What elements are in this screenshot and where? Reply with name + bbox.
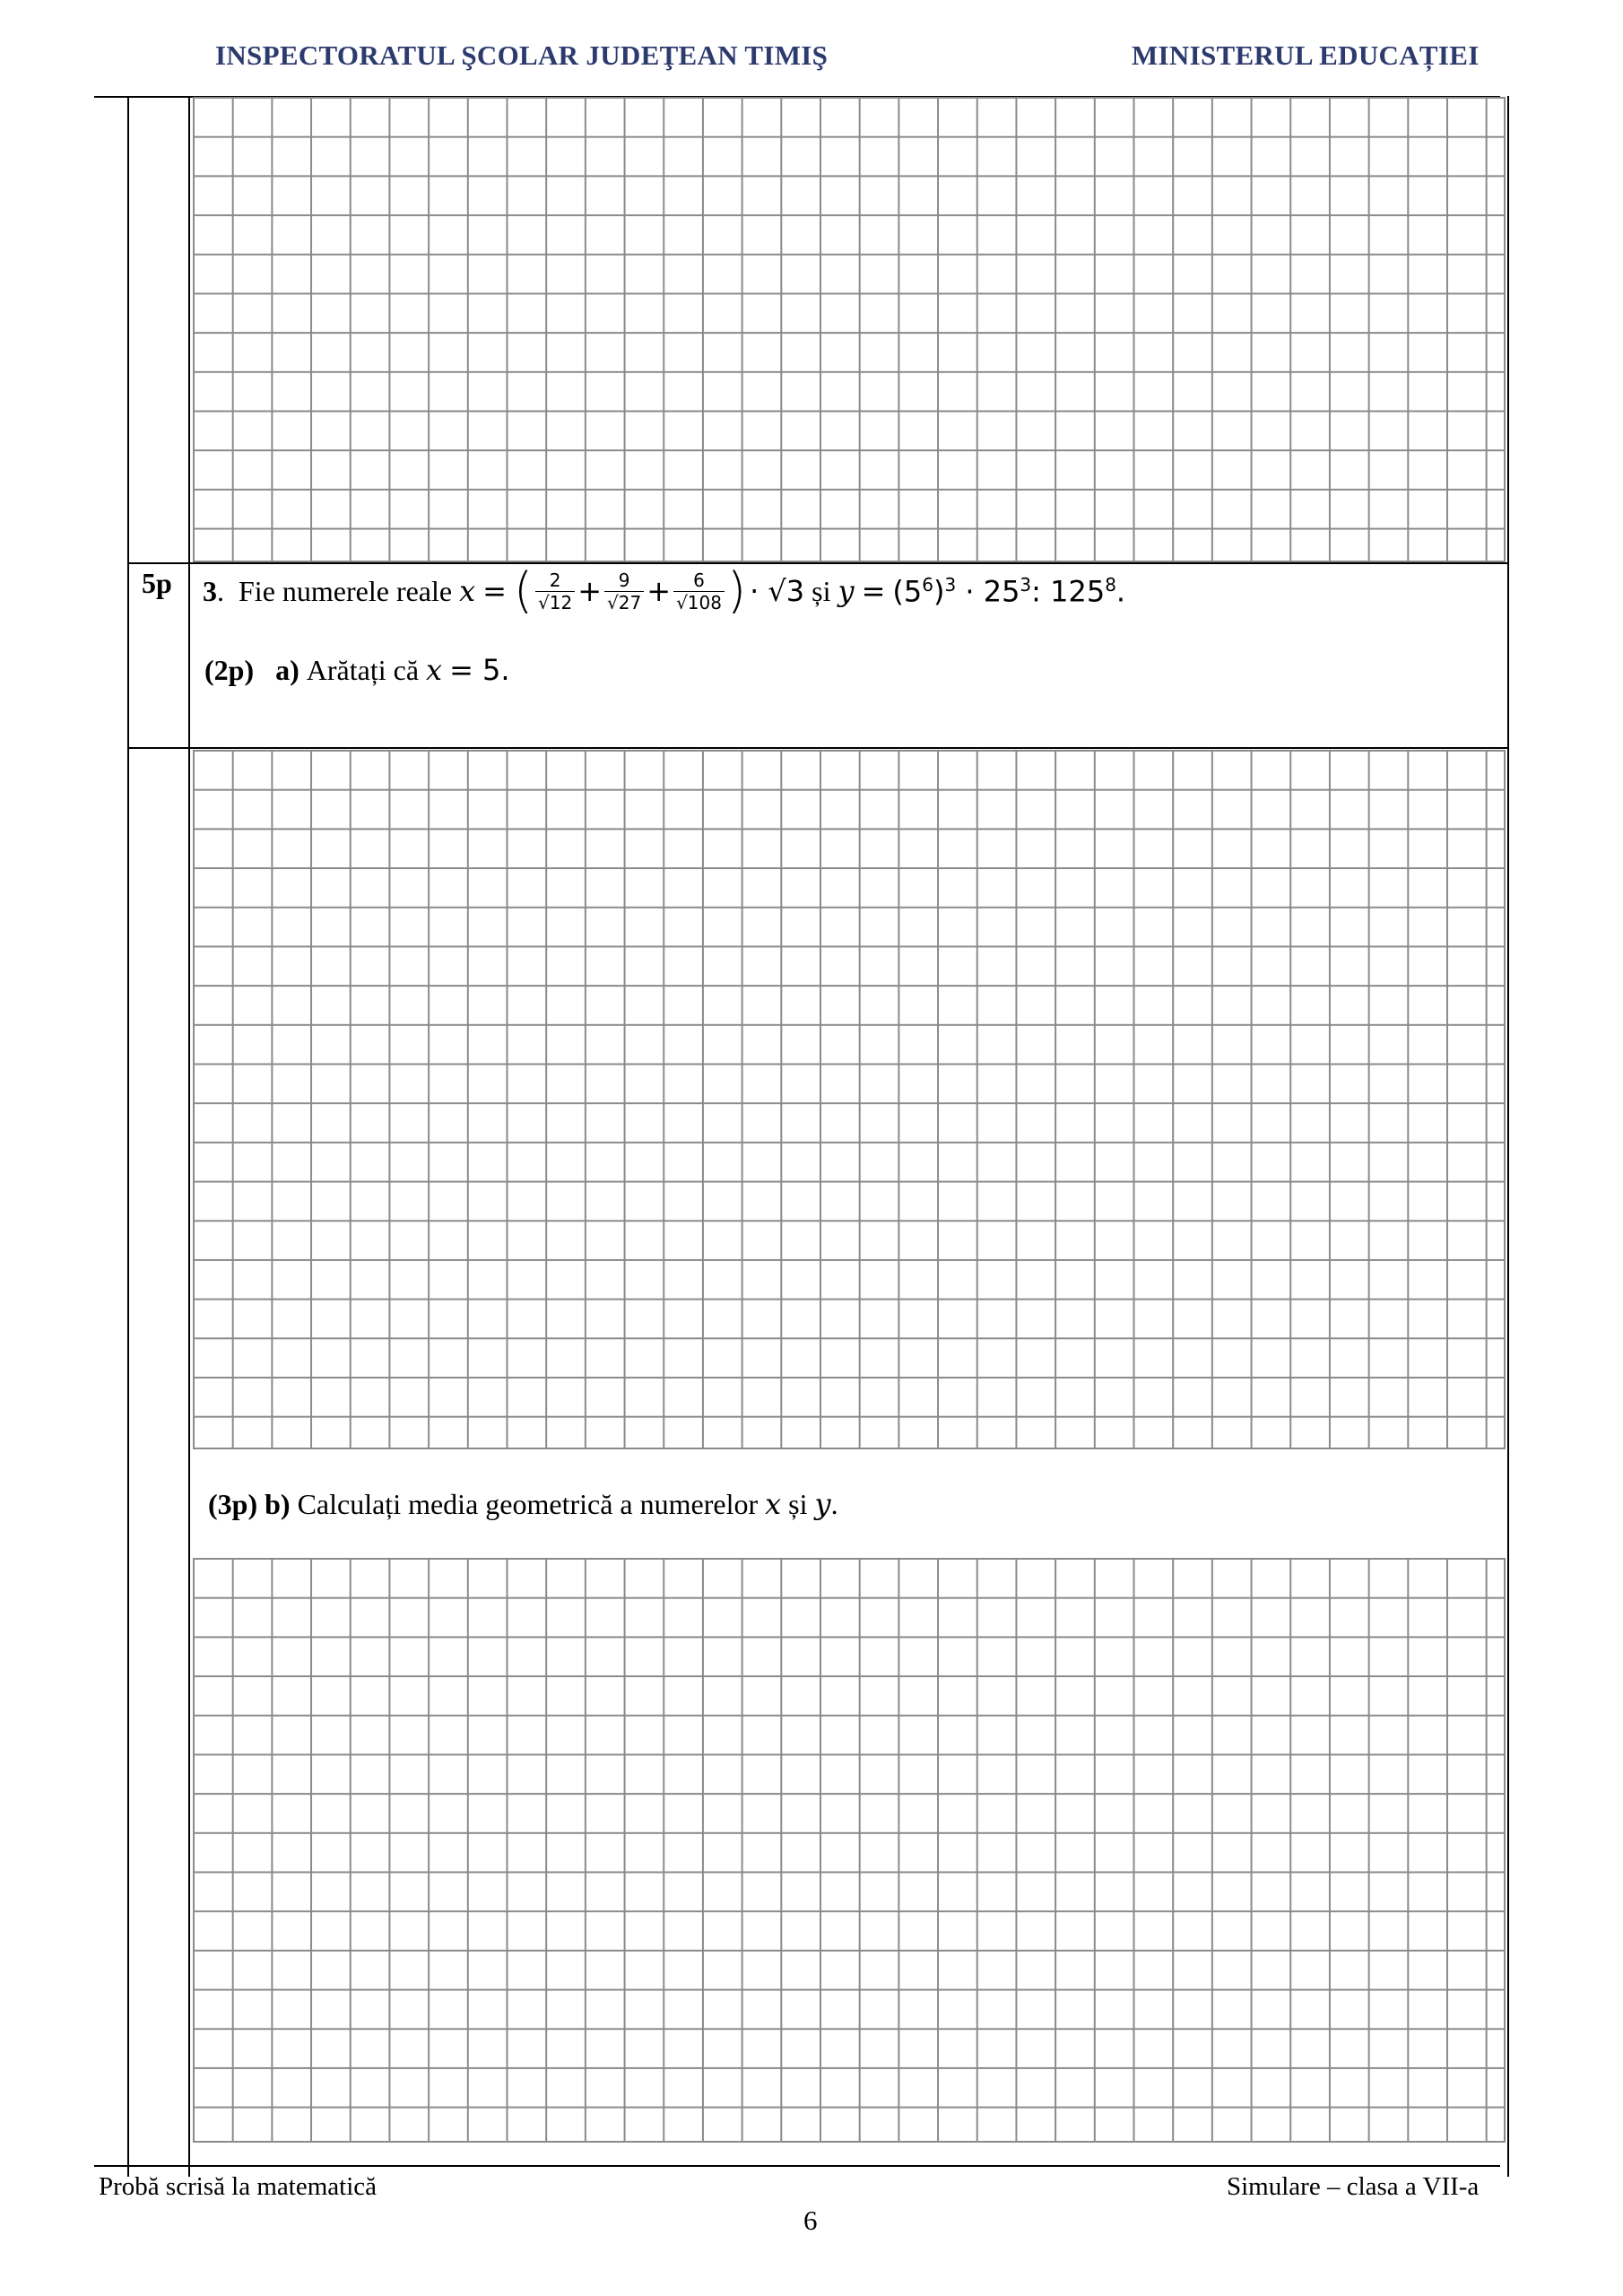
- part-a-text: Arătați că: [306, 654, 420, 686]
- y-expression: $(5^6)^3 \cdot 25^3$: $125^8$.: [892, 573, 1126, 609]
- part-a-label: a): [275, 654, 299, 686]
- answer-grid-top[interactable]: [193, 97, 1506, 562]
- footer-left: Probă scrisă la matematică: [99, 2172, 378, 2201]
- table-column-divider: [188, 96, 190, 2177]
- left-paren: (: [513, 562, 534, 619]
- var-x: x: [459, 574, 476, 608]
- problem-points: 5p: [142, 567, 172, 599]
- part-b-points: (3p): [208, 1488, 258, 1520]
- fraction-3: $\frac{6}{√108}$: [673, 570, 725, 613]
- footer-rule: [94, 2165, 1500, 2167]
- page-number: 6: [803, 2205, 818, 2236]
- table-right-border: [1507, 96, 1509, 2177]
- part-a-statement: (2p) a) Arătați că x = 5.: [204, 653, 510, 687]
- header-right: MINISTERUL EDUCAȚIEI: [1132, 39, 1480, 71]
- fraction-2: $\frac{9}{√27}$: [604, 570, 644, 613]
- part-b-statement: (3p) b) Calculați media geometrică a numerelor x și y.: [208, 1487, 838, 1521]
- part-a-points: (2p): [204, 654, 255, 686]
- fraction-1: $\frac{2}{√12}$: [535, 570, 575, 613]
- var-y: y: [838, 574, 855, 608]
- times-sqrt3: · √3: [750, 574, 805, 608]
- equals-sign: =: [482, 574, 507, 608]
- problem-intro: Fie numerele reale: [239, 574, 453, 607]
- part-b-label: b): [265, 1488, 291, 1520]
- answer-grid-bottom[interactable]: [193, 1558, 1506, 2143]
- problem-number: 3: [203, 574, 217, 607]
- footer-right: Simulare – clasa a VII-a: [1227, 2172, 1480, 2201]
- part-b-text: Calculați media geometrică a numerelor: [297, 1488, 759, 1520]
- problem-statement: 3 . Fie numerele reale x = ( $\frac{2}{√12}$ + $\frac{9}{√27}$ + $\frac{6}{√108}$ ) · √3 și y = $(5^6)^3 \cdot 25^3$: $125^8$.: [203, 562, 1126, 619]
- right-paren: ): [726, 562, 747, 619]
- answer-grid-middle[interactable]: [193, 750, 1506, 1449]
- header-left: INSPECTORATUL ŞCOLAR JUDEŢEAN TIMIŞ: [215, 39, 829, 71]
- and-word: și: [812, 574, 831, 607]
- table-left-border: [127, 96, 129, 2177]
- problem-row-bottom-border: [127, 747, 1508, 749]
